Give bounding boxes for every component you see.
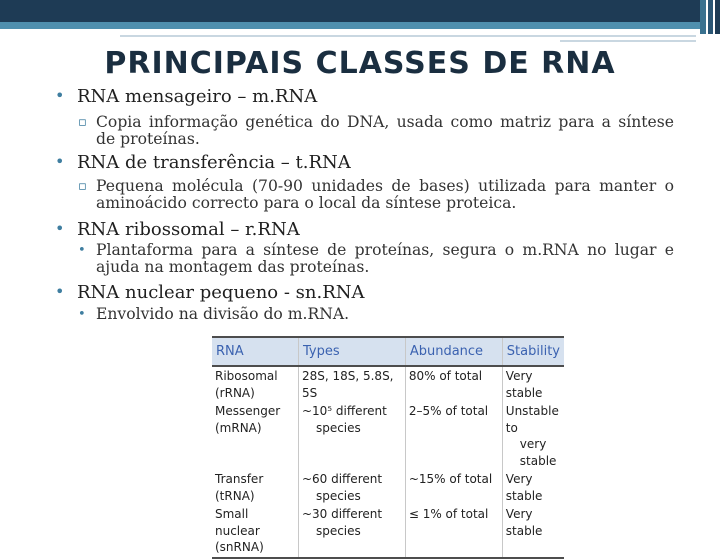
corner-stripe [708, 0, 713, 34]
cell-stability: Unstable to very stable [502, 402, 564, 470]
header-bar [0, 0, 700, 22]
table-header-row [212, 337, 564, 366]
square-bullet-icon: ▫ [78, 115, 87, 130]
cell-rna: Small nuclear (snRNA) [212, 505, 298, 558]
header-accent-bar [0, 22, 700, 29]
cell-stability: Very stable [502, 505, 564, 558]
cell-types: ~60 different species [298, 470, 405, 505]
table-row [212, 402, 564, 470]
cell-rna: Transfer (tRNA) [215, 472, 264, 503]
column-header: Types [298, 337, 405, 366]
sub-bullet-mrna [78, 114, 674, 148]
cell-abundance: 80% of total [405, 366, 502, 402]
bullet-icon: • [55, 219, 65, 238]
title-rule [120, 35, 696, 37]
column-header: Abundance [405, 337, 502, 366]
sub-bullet-icon: • [78, 243, 86, 258]
column-header: RNA [212, 337, 298, 366]
cell-abundance: ~15% of total [405, 470, 502, 505]
rna-classes-table [212, 336, 564, 559]
sub-bullet-icon: • [78, 307, 86, 322]
cell-rna: Ribosomal (rRNA) [215, 369, 278, 400]
sub-bullet-snrna [78, 306, 674, 323]
table-row [212, 366, 564, 402]
cell-rna: Messenger (mRNA) [215, 404, 281, 435]
cell-types: ~30 different species [298, 505, 405, 558]
sub-bullet-trna [78, 178, 674, 212]
bullet-label: RNA nuclear pequeno - sn.RNA [77, 282, 365, 303]
sub-bullet-rrna [78, 242, 674, 276]
cell-stability: Very stable [502, 366, 564, 402]
cell-types: ~10⁵ different species [298, 402, 405, 470]
title-rule [560, 40, 696, 42]
sub-bullet-text: Copia informação genética do DNA, usada como matriz para a síntese de proteínas. [96, 113, 674, 148]
bullet-label: RNA de transferência – t.RNA [77, 152, 351, 173]
corner-stripe [700, 0, 706, 34]
sub-bullet-text: Plantaforma para a síntese de proteínas, segura o m.RNA no lugar e ajuda na montagem das proteínas. [96, 241, 674, 276]
table-row [212, 505, 564, 558]
cell-abundance: 2–5% of total [405, 402, 502, 470]
column-header: Stability [502, 337, 564, 366]
bullet-icon: • [55, 152, 65, 171]
bullet-icon: • [55, 282, 65, 301]
corner-stripe [715, 0, 720, 34]
cell-stability: Very stable [502, 470, 564, 505]
slide-title: PRINCIPAIS CLASSES DE RNA [104, 46, 616, 81]
square-bullet-icon: ▫ [78, 179, 87, 194]
table-row [212, 470, 564, 505]
bullet-icon: • [55, 86, 65, 105]
sub-bullet-text: Pequena molécula (70-90 unidades de bases) utilizada para manter o aminoácido correcto para o local da síntese proteica. [96, 177, 674, 212]
sub-bullet-text: Envolvido na divisão do m.RNA. [96, 305, 350, 323]
cell-types: 28S, 18S, 5.8S, 5S [298, 366, 405, 402]
bullet-label: RNA mensageiro – m.RNA [77, 86, 318, 107]
cell-abundance: ≤ 1% of total [405, 505, 502, 558]
bullet-label: RNA ribossomal – r.RNA [77, 219, 300, 240]
